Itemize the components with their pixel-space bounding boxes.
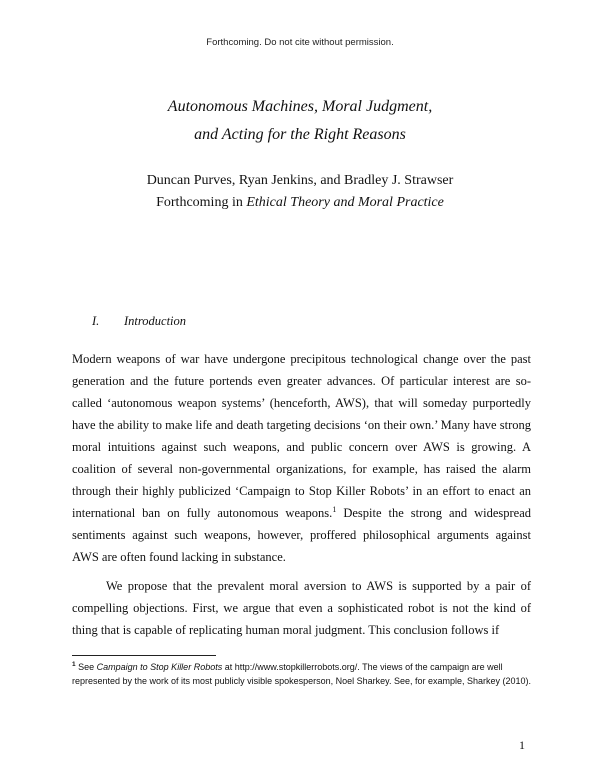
journal-name: Ethical Theory and Moral Practice <box>246 195 444 210</box>
author-block <box>0 170 600 214</box>
footnote-divider <box>72 655 216 656</box>
footnote-see: See <box>75 662 97 672</box>
paragraph-1-text-a: Modern weapons of war have undergone precipitous technological change over the past generation and the future portends even greater advances. Of particular interest are so-called ‘autonomous weapon systems’ (henceforth, AWS), that will someday purportedly have the ability to make life and death targeting decisions ‘on their own.’ Many have strong moral intuitions against such weapons, and public concern over AWS is growing. A coalition of several non-governmental organizations, for example, has raised the alarm through their highly publicized ‘Campaign to Stop Killer Robots’ in an effort to enact an international ban on fully autonomous weapons. <box>72 352 531 520</box>
section-title: Introduction <box>124 314 187 328</box>
section-number: I. <box>92 314 100 328</box>
title-line-1: Autonomous Machines, Moral Judgment, <box>167 98 433 115</box>
paragraph-1-text-b: Despite the strong and widespread sentiments against such weapons, however, proffered philosophical arguments against AWS are often found lacking in substance. <box>72 506 531 564</box>
footnote-marker: 1 <box>72 661 76 668</box>
body-paragraph-1 <box>72 348 531 568</box>
body-paragraph-2: We propose that the prevalent moral aversion to AWS is supported by a pair of compelling objections. First, we argue that even a sophisticated robot is not the kind of thing that is capable of replicating human moral judgment. This conclusion follows if <box>72 579 531 637</box>
venue-prefix: Forthcoming in <box>156 195 247 210</box>
footnote-campaign: Campaign to Stop Killer Robots <box>96 662 223 672</box>
section-heading <box>92 314 186 329</box>
header-note: Forthcoming. Do not cite without permission. <box>206 37 394 48</box>
footnote-reference: 1 <box>332 504 337 514</box>
venue-line <box>0 192 600 214</box>
footnote-rest: at http://www.stopkillerrobots.org/. The views of the campaign are well represented by the work of its most publicly visible spokesperson, Noel Sharkey. See, for example, Sharkey (2010). <box>72 662 532 686</box>
title-line-2: and Acting for the Right Reasons <box>194 126 406 143</box>
paper-title <box>0 93 600 149</box>
page-number: 1 <box>519 738 525 752</box>
author-names: Duncan Purves, Ryan Jenkins, and Bradley J. Strawser <box>146 173 454 188</box>
footnote-1 <box>72 660 532 688</box>
